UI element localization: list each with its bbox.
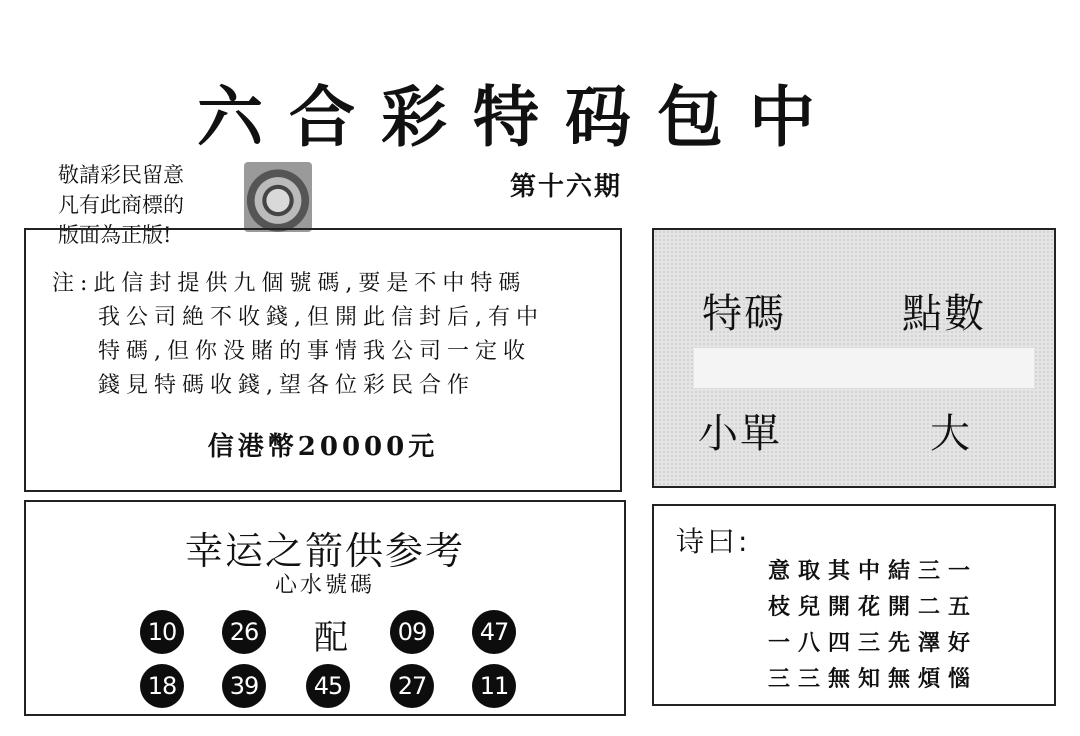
number-ball: 11 — [472, 664, 516, 708]
number-ball: 09 — [390, 610, 434, 654]
lucky-numbers-box — [24, 500, 626, 716]
number-ball: 10 — [140, 610, 184, 654]
points-value: 大 — [930, 411, 972, 457]
issue-number: 第十六期 — [510, 172, 623, 202]
notice-line: 凡有此商標的 — [58, 193, 184, 217]
note-line: 注:此信封提供九個號碼,要是不中特碼 — [52, 271, 527, 296]
poem-box — [652, 504, 1056, 706]
lucky-subtitle: 心水號碼 — [274, 573, 375, 598]
number-ball: 18 — [140, 664, 184, 708]
special-value: 小單 — [698, 411, 782, 457]
poem-line: 三三無知無煩惱 — [768, 666, 979, 692]
number-ball: 26 — [222, 610, 266, 654]
note-line: 特碼,但你没賭的事情我公司一定收 — [98, 339, 531, 364]
page-title: 六合彩特码包中 — [197, 79, 841, 156]
notice-line: 敬請彩民留意 — [58, 163, 184, 187]
special-label: 特碼 — [702, 291, 786, 337]
number-ball: 39 — [222, 664, 266, 708]
poem-line: 枝兒開花開二五 — [768, 594, 979, 620]
note-line: 我公司絶不收錢,但開此信封后,有中 — [98, 305, 544, 330]
poem-line: 一八四三先澤好 — [768, 630, 979, 656]
number-ball: 45 — [306, 664, 350, 708]
trademark-logo-icon — [244, 162, 312, 232]
poem-line: 意取其中結三一 — [768, 558, 979, 584]
poem-label: 诗曰: — [676, 525, 751, 558]
special-number-box — [652, 228, 1056, 488]
highlight-band — [694, 348, 1034, 388]
notice-line: 版面為正版! — [58, 223, 172, 247]
prize-amount: 信港幣20000元 — [207, 432, 439, 462]
note-box — [24, 228, 622, 492]
number-ball: 27 — [390, 664, 434, 708]
note-line: 錢見特碼收錢,望各位彩民合作 — [98, 373, 475, 398]
number-ball: 47 — [472, 610, 516, 654]
lucky-title: 幸运之箭供参考 — [184, 529, 465, 573]
pair-char: 配 — [314, 618, 348, 658]
points-label: 點數 — [902, 291, 986, 337]
